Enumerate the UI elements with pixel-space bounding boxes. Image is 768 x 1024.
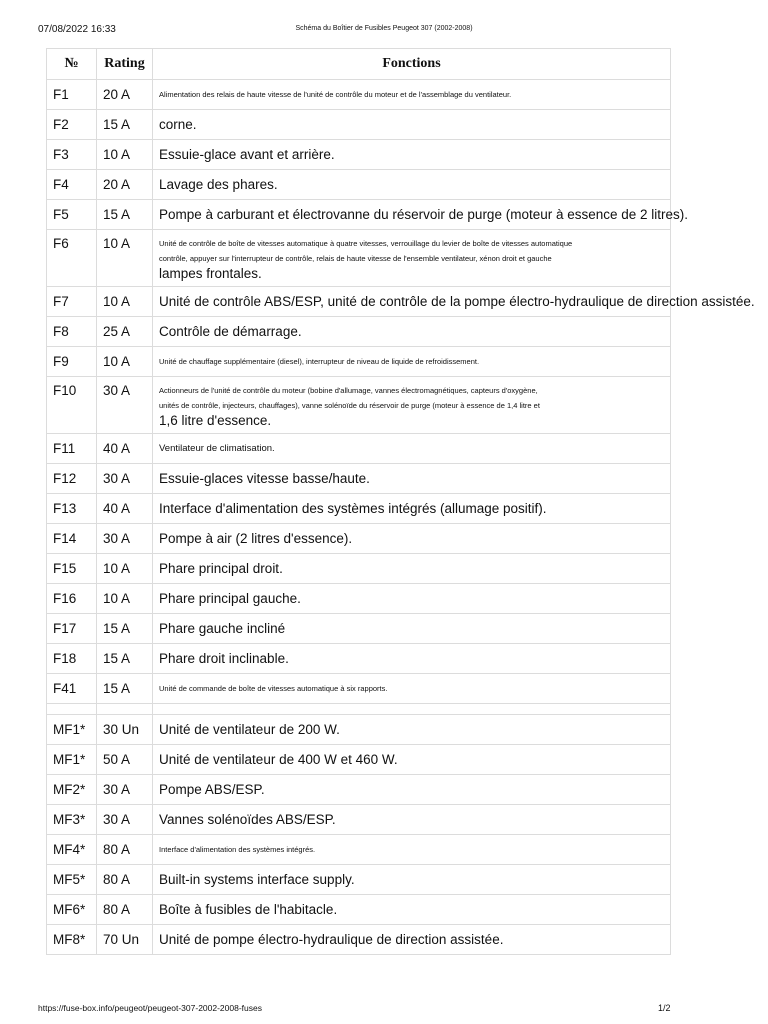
fuse-rating: 50 A xyxy=(97,745,153,775)
table-row xyxy=(47,895,671,925)
fuse-rating: 10 A xyxy=(97,584,153,614)
table-row xyxy=(47,494,671,524)
fuse-number: F7 xyxy=(47,287,97,317)
table-row xyxy=(47,287,671,317)
table-row xyxy=(47,554,671,584)
fuse-function: Pompe à air (2 litres d'essence). xyxy=(153,524,671,554)
function-text-line: unités de contrôle, injecteurs, chauffages), vanne solénoïde du réservoir de purge (moteur à essence de 1,4 litre et xyxy=(159,401,540,410)
fuse-function: Phare gauche incliné xyxy=(153,614,671,644)
fuse-rating: 30 A xyxy=(97,524,153,554)
table-row xyxy=(47,464,671,494)
fuse-function: Unité de chauffage supplémentaire (diesel), interrupteur de niveau de liquide de refroidissement. xyxy=(153,347,671,377)
fuse-function: Vannes solénoïdes ABS/ESP. xyxy=(153,805,671,835)
fuse-number: MF8* xyxy=(47,925,97,955)
column-header-functions: Fonctions xyxy=(153,49,671,80)
fuse-rating: 10 A xyxy=(97,230,153,287)
fuse-rating: 30 A xyxy=(97,805,153,835)
table-row xyxy=(47,925,671,955)
fuse-function: Contrôle de démarrage. xyxy=(153,317,671,347)
fuse-function: Unité de commande de boîte de vitesses automatique à six rapports. xyxy=(153,674,671,704)
fuse-rating: 20 A xyxy=(97,170,153,200)
fuse-number: F8 xyxy=(47,317,97,347)
fuse-rating: 30 A xyxy=(97,464,153,494)
fuse-number: F11 xyxy=(47,434,97,464)
table-row xyxy=(47,805,671,835)
fuse-rating: 10 A xyxy=(97,347,153,377)
source-url: https://fuse-box.info/peugeot/peugeot-307-2002-2008-fuses xyxy=(38,1003,262,1013)
fuse-rating: 40 A xyxy=(97,434,153,464)
fuse-table xyxy=(46,48,755,955)
fuse-function: Boîte à fusibles de l'habitacle. xyxy=(153,895,671,925)
fuse-number: MF3* xyxy=(47,805,97,835)
fuse-function: Essuie-glace avant et arrière. xyxy=(153,140,671,170)
fuse-number: MF4* xyxy=(47,835,97,865)
fuse-table-body xyxy=(47,80,755,955)
function-text-line: Unité de contrôle de boîte de vitesses automatique à quatre vitesses, verrouillage du levier de boîte de vitesses automatique xyxy=(159,239,573,248)
fuse-function: Essuie-glaces vitesse basse/haute. xyxy=(153,464,671,494)
fuse-function: Unité de pompe électro-hydraulique de direction assistée. xyxy=(153,925,671,955)
fuse-number: F1 xyxy=(47,80,97,110)
fuse-function: Phare principal gauche. xyxy=(153,584,671,614)
fuse-number: F4 xyxy=(47,170,97,200)
document-title: Schéma du Boîtier de Fusibles Peugeot 307 (2002-2008) xyxy=(295,25,473,32)
table-row xyxy=(47,347,671,377)
table-row xyxy=(47,317,671,347)
fuse-rating: 30 A xyxy=(97,377,153,434)
fuse-rating: 70 Un xyxy=(97,925,153,955)
table-row xyxy=(47,377,671,434)
spacer-cell xyxy=(153,704,671,715)
table-row xyxy=(47,230,671,287)
fuse-rating: 40 A xyxy=(97,494,153,524)
table-row xyxy=(47,865,671,895)
function-text-line: Actionneurs de l'unité de contrôle du moteur (bobine d'allumage, vannes électromagnétiques, capteurs d'oxygène, xyxy=(159,386,538,395)
fuse-function: Phare droit inclinable. xyxy=(153,644,671,674)
table-row xyxy=(47,584,671,614)
fuse-number: F16 xyxy=(47,584,97,614)
column-header-number: № xyxy=(47,49,97,80)
fuse-rating: 15 A xyxy=(97,614,153,644)
fuse-number: F6 xyxy=(47,230,97,287)
table-row xyxy=(47,835,671,865)
fuse-function: Ventilateur de climatisation. xyxy=(153,434,671,464)
fuse-rating: 30 A xyxy=(97,775,153,805)
function-text-line: lampes frontales. xyxy=(159,266,262,281)
fuse-number: MF1* xyxy=(47,715,97,745)
table-header-row xyxy=(47,49,671,80)
fuse-number: MF5* xyxy=(47,865,97,895)
table-row xyxy=(47,614,671,644)
fuse-number: MF6* xyxy=(47,895,97,925)
table-spacer-row xyxy=(47,704,671,715)
fuse-rating: 15 A xyxy=(97,200,153,230)
fuse-number: F12 xyxy=(47,464,97,494)
table-row xyxy=(47,524,671,554)
fuse-rating: 25 A xyxy=(97,317,153,347)
fuse-number: F41 xyxy=(47,674,97,704)
fuse-function: Phare principal droit. xyxy=(153,554,671,584)
table-row xyxy=(47,80,671,110)
fuse-number: F15 xyxy=(47,554,97,584)
fuse-function: Interface d'alimentation des systèmes intégrés (allumage positif). xyxy=(153,494,671,524)
fuse-rating: 80 A xyxy=(97,895,153,925)
table-row xyxy=(47,715,671,745)
table-row xyxy=(47,200,671,230)
fuse-function: Alimentation des relais de haute vitesse de l'unité de contrôle du moteur et de l'assemblage du ventilateur. xyxy=(153,80,671,110)
fuse-rating: 15 A xyxy=(97,674,153,704)
fuse-number: F9 xyxy=(47,347,97,377)
column-header-rating: Rating xyxy=(97,49,153,80)
function-text-line: 1,6 litre d'essence. xyxy=(159,413,272,428)
fuse-rating: 10 A xyxy=(97,554,153,584)
fuse-function: Unité de contrôle ABS/ESP, unité de contrôle de la pompe électro-hydraulique de direction assistée. xyxy=(153,287,671,317)
fuse-function: Unité de ventilateur de 200 W. xyxy=(153,715,671,745)
spacer-cell xyxy=(97,704,153,715)
fuse-rating: 10 A xyxy=(97,140,153,170)
fuse-number: F2 xyxy=(47,110,97,140)
fuse-number: F3 xyxy=(47,140,97,170)
spacer-cell xyxy=(47,704,97,715)
fuse-rating: 80 A xyxy=(97,835,153,865)
fuse-number: F13 xyxy=(47,494,97,524)
fuse-function: Built-in systems interface supply. xyxy=(153,865,671,895)
fuse-rating: 15 A xyxy=(97,644,153,674)
fuse-rating: 30 Un xyxy=(97,715,153,745)
fuse-number: F5 xyxy=(47,200,97,230)
table-row xyxy=(47,674,671,704)
fuse-function: Lavage des phares. xyxy=(153,170,671,200)
table-row xyxy=(47,170,671,200)
page-number: 1/2 xyxy=(658,1003,671,1013)
table-row xyxy=(47,434,671,464)
print-date: 07/08/2022 16:33 xyxy=(38,24,116,35)
fuse-number: F14 xyxy=(47,524,97,554)
fuse-number: F17 xyxy=(47,614,97,644)
function-text-line: contrôle, appuyer sur l'interrupteur de contrôle, relais de haute vitesse de l'ensemble ventilateur, xénon droit et gauche xyxy=(159,254,552,263)
fuse-function: Unité de ventilateur de 400 W et 460 W. xyxy=(153,745,671,775)
table-row xyxy=(47,140,671,170)
fuse-function: Pompe à carburant et électrovanne du réservoir de purge (moteur à essence de 2 litres). xyxy=(153,200,671,230)
fuse-number: F18 xyxy=(47,644,97,674)
fuse-number: MF1* xyxy=(47,745,97,775)
fuse-rating: 20 A xyxy=(97,80,153,110)
fuse-number: MF2* xyxy=(47,775,97,805)
fuse-function xyxy=(153,230,671,287)
table-row xyxy=(47,745,671,775)
fuse-function: corne. xyxy=(153,110,671,140)
table-row xyxy=(47,775,671,805)
fuse-rating: 10 A xyxy=(97,287,153,317)
fuse-rating: 15 A xyxy=(97,110,153,140)
fuse-function xyxy=(153,377,671,434)
fuse-rating: 80 A xyxy=(97,865,153,895)
fuse-function: Interface d'alimentation des systèmes intégrés. xyxy=(153,835,671,865)
table-row xyxy=(47,110,671,140)
table-row xyxy=(47,644,671,674)
fuse-function: Pompe ABS/ESP. xyxy=(153,775,671,805)
fuse-number: F10 xyxy=(47,377,97,434)
